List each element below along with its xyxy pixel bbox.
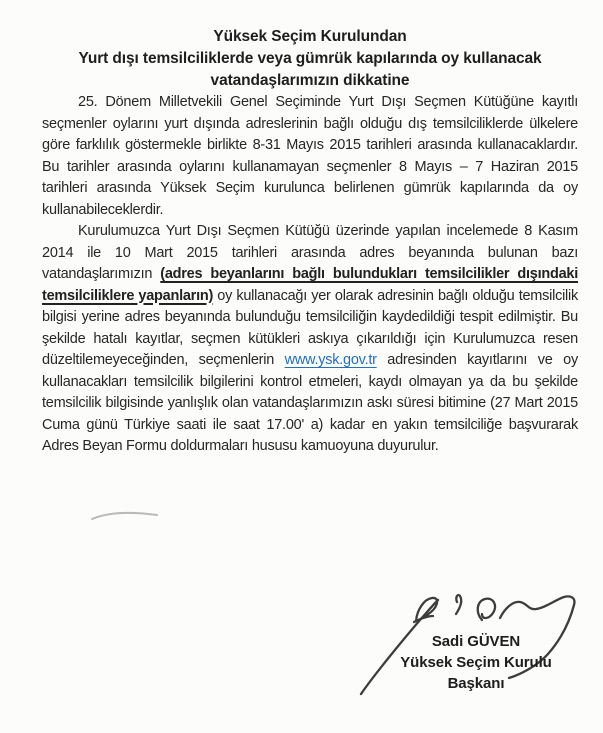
title-line-2: Yurt dışı temsilciliklerde veya gümrük kapılarında oy kullanacak	[78, 50, 542, 67]
signature-block	[370, 631, 582, 694]
document-title	[42, 26, 578, 92]
document-body	[42, 92, 578, 458]
signatory-role: Yüksek Seçim Kurulu Başkanı	[400, 654, 552, 692]
paragraph-2-seg3: adresinden kayıtlarını ve oy kullanacakları temsilcilik bilgilerini kontrol etmeleri, kaydı olmayan ya da bu şekilde temsilcilik bilgisinde yanlışlık olan vatandaşlarımızın askı süresi bitimine (27 Mart 2015 Cuma günü Türkiye saati ile saat 17.00' a) kadar en yakın temsilciliğe başvurarak Adres Beyan Formu doldurmaları hususu kamuoyuna duyurulur.	[42, 352, 578, 454]
title-line-3: vatandaşlarımızın dikkatine	[210, 72, 410, 89]
paragraph-1	[42, 92, 578, 221]
signatory-name: Sadi GÜVEN	[431, 633, 521, 650]
paragraph-2-seg1: Kurulumuzca Yurt Dışı Seçmen Kütüğü üzerinde yapılan incelemede 8 Kasım 2014 ile 10 Mart 2015 tarihleri arasında adres beyanında bulunan bazı vatandaşlarımızın	[42, 223, 578, 282]
paragraph-2-seg2: oy kullanacağı yer olarak adresinin bağlı olduğu temsilcilik bilgisi yerine adres beyanında bulunduğu temsilciliğin kaydedildiği tespit edilmiştir. Bu şekilde hatalı kayıtlar, seçmen kütükleri askıya çıkarıldığı için Kurulumuzca resen düzeltilemeyeceğinden, seçmenlerin	[42, 287, 578, 368]
title-line-1: Yüksek Seçim Kurulundan	[213, 28, 407, 45]
paragraph-1-text: 25. Dönem Milletvekili Genel Seçiminde Yurt Dışı Seçmen Kütüğüne kayıtlı seçmenler oylarını yurt dışında adreslerinin bağlı olduğu dış temsilciliklerde ülkelere göre farklılık göstermekle birlikte 8-31 Mayıs 2015 tarihleri arasında kullanacaklardır. Bu tarihler arasında oylarını kullanamayan seçmenler 8 Mayıs – 7 Haziran 2015 tarihleri arasında Yüksek Seçim kurulunca belirlenen gümrük kapılarında da oy kullanabileceklerdir.	[42, 94, 578, 218]
emphasized-clause: (adres beyanlarını bağlı bulundukları temsilcilikler dışındaki temsilciliklere yapanların)	[42, 266, 578, 304]
paragraph-2	[42, 221, 578, 458]
ysk-website-link[interactable]: www.ysk.gov.tr	[284, 352, 377, 368]
